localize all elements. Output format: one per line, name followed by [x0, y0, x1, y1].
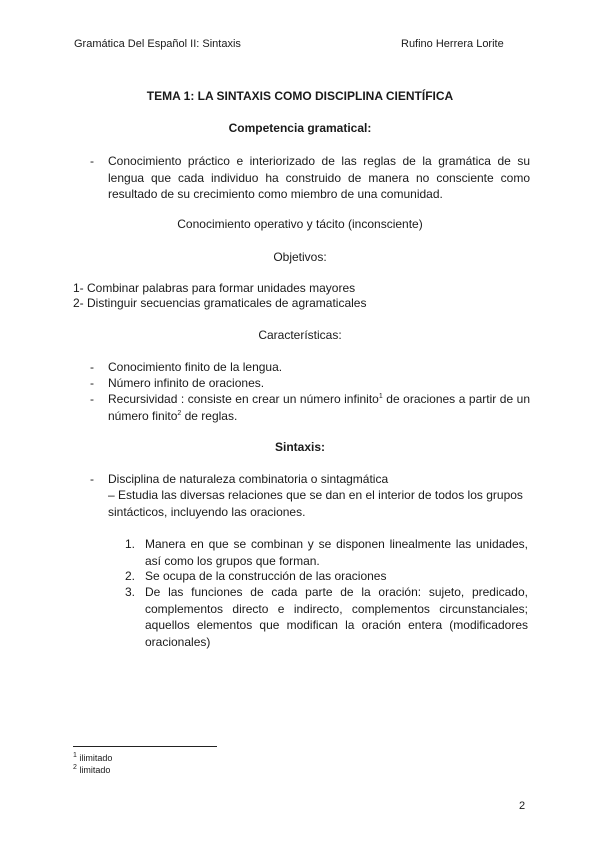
- footnote-ref-2: 2: [177, 409, 182, 417]
- bullet-dash: -: [90, 472, 94, 486]
- numbered-item-1: [125, 536, 528, 569]
- item-number: 2.: [125, 569, 136, 583]
- bullet-dash: -: [90, 392, 94, 406]
- header-author: Rufino Herrera Lorite: [401, 38, 504, 50]
- footnote-2: [73, 765, 110, 776]
- footnote-1: [73, 753, 112, 764]
- bullet-recursividad: [90, 391, 530, 424]
- bullet-text: [108, 391, 530, 424]
- recursividad-text-b: de oraciones a partir de un número finito: [108, 392, 531, 423]
- footnote-text: limitado: [79, 765, 111, 775]
- item-text: De las funciones de cada parte de la oración: sujeto, predicado, complementos directo e indirecto, complementos circunstanciales; aquellos elementos que modifican la oración entera (modificadores oracionales): [145, 585, 528, 649]
- numbered-item-3: [125, 584, 528, 650]
- page-title: TEMA 1: LA SINTAXIS COMO DISCIPLINA CIENTÍFICA: [146, 89, 454, 103]
- item-text: Manera en que se combinan y se disponen linealmente las unidades, así como los grupos que forman.: [145, 537, 528, 568]
- objetivo-item-2: 2- Distinguir secuencias gramaticales de agramaticales: [73, 296, 367, 310]
- footnote-ref-1: 1: [378, 393, 383, 400]
- sintaxis-subtext: – Estudia las diversas relaciones que se dan en el interior de todos los grupos sintácticos, incluyendo las oraciones.: [108, 488, 523, 519]
- heading-sintaxis: Sintaxis:: [274, 440, 325, 454]
- footnote-mark: 1: [73, 752, 77, 759]
- bullet-competencia: [90, 153, 530, 203]
- footnote-divider: [73, 746, 217, 747]
- page-number: 2: [519, 800, 526, 812]
- item-text: Se ocupa de la construcción de las oraciones: [145, 569, 387, 583]
- subtitle-conocimiento: Conocimiento operativo y tácito (inconsciente): [177, 217, 423, 231]
- recursividad-text-a: Recursividad : consiste en crear un número infinito: [108, 392, 379, 406]
- bullet-sintaxis: [90, 471, 530, 488]
- heading-objetivos: Objetivos:: [273, 250, 327, 264]
- bullet-text: Disciplina de naturaleza combinatoria o sintagmática: [108, 472, 389, 486]
- bullet-text: Número infinito de oraciones.: [108, 376, 265, 390]
- numbered-item-2: [125, 568, 528, 585]
- bullet-text: Conocimiento práctico e interiorizado de las reglas de la gramática de su lengua que cada individuo ha construido de manera no consciente como resultado de su crecimiento como miembro de una comunidad.: [108, 154, 530, 201]
- bullet-dash: -: [90, 376, 94, 390]
- recursividad-text-c: de reglas.: [181, 408, 238, 423]
- objetivo-item-1: 1- Combinar palabras para formar unidades mayores: [73, 281, 356, 295]
- bullet-dash: -: [90, 360, 94, 374]
- item-number: 1.: [125, 537, 136, 551]
- heading-caracteristicas: Características:: [258, 328, 342, 342]
- bullet-caracteristica-2: [90, 375, 530, 392]
- header-course-title: Gramática Del Español II: Sintaxis: [74, 38, 241, 50]
- bullet-caracteristica-1: [90, 359, 530, 376]
- footnote-mark: 2: [73, 764, 77, 771]
- bullet-dash: -: [90, 154, 94, 168]
- bullet-text: Conocimiento finito de la lengua.: [108, 360, 283, 374]
- footnote-text: ilimitado: [79, 753, 113, 763]
- item-number: 3.: [125, 585, 136, 599]
- heading-competencia: Competencia gramatical:: [228, 121, 372, 135]
